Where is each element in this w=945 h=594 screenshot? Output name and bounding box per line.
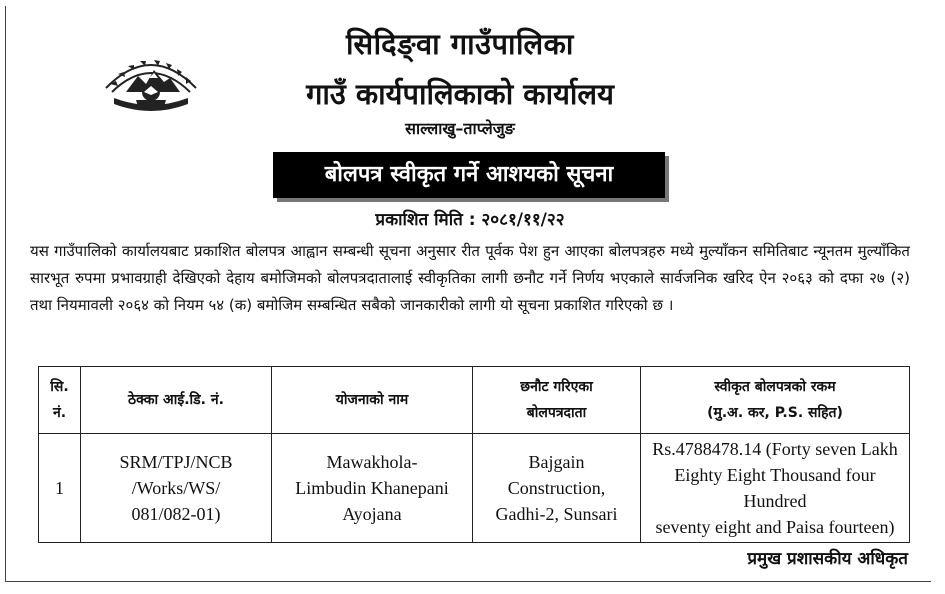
cell-bidder-line3: Gadhi-2, Sunsari <box>495 504 618 524</box>
header-amount <box>641 367 910 434</box>
header-sn-line1: सि. <box>50 379 69 395</box>
header-bidder-line2: बोलपत्रदाता <box>526 405 587 421</box>
cell-sn: 1 <box>39 434 81 543</box>
cell-amount-line3: seventy eight and Paisa fourteen) <box>655 517 895 537</box>
org-name: सिदिङ्वा गाउँपालिका <box>346 27 574 61</box>
cell-project-line1: Mawakhola- <box>326 452 418 472</box>
cell-contract-id-line2: /Works/WS/ <box>131 478 221 498</box>
header-project-name: योजनाको नाम <box>272 367 473 434</box>
cell-contract-id <box>81 434 272 543</box>
cell-bidder-line1: Bajgain <box>528 452 585 472</box>
table-row <box>39 434 910 543</box>
cell-amount-line2: Eighty Eight Thousand four Hundred <box>674 465 876 511</box>
header-sn-line2: नं. <box>52 405 67 421</box>
header-bidder <box>473 367 641 434</box>
notice-paragraph: यस गाउँपालिको कार्यालयबाट प्रकाशित बोलपत्र आह्वान सम्बन्धी सूचना अनुसार रीत पूर्वक पेश हुन आएका बोलपत्रहरु मध्ये मुल्याँकन समितिबाट न्यूनतम मुल्याँकित सारभूत रुपमा प्रभावग्राही देखिएको देहाय बमोजिमको बोलपत्रदातालाई स्वीकृतिका लागी छनौट गर्ने निर्णय भएकाले सार्वजनिक खरिद ऐन २०६३ को दफा २७ (२) तथा नियमावली २०६४ को नियम ५४ (क) बमोजिम सम्बन्धित सबैको जानकारीको लागी यो सूचना प्रकाशित गरिएको छ । <box>30 242 910 314</box>
header-contract-id: ठेक्का आई.डि. नं. <box>81 367 272 434</box>
signatory: प्रमुख प्रशासकीय अधिकृत <box>747 549 908 569</box>
office-name: गाउँ कार्यपालिकाको कार्यालय <box>306 77 614 111</box>
cell-bidder <box>473 434 641 543</box>
header-amount-line2: (मु.अ. कर, P.S. सहित) <box>707 405 843 421</box>
cell-contract-id-line1: SRM/TPJ/NCB <box>119 452 233 472</box>
location-line: साल्लाखु–ताप्लेजुङ <box>405 119 515 138</box>
cell-contract-id-line3: 081/082-01) <box>131 504 221 524</box>
cell-project-line2: Limbudin Khanepani <box>295 478 449 498</box>
cell-amount <box>641 434 910 543</box>
cell-project-name <box>272 434 473 543</box>
notice-title: बोलपत्र स्वीकृत गर्ने आशयको सूचना <box>273 152 665 198</box>
publication-date: प्रकाशित मिति : २०८१/११/२२ <box>375 210 565 230</box>
header-sn <box>39 367 81 434</box>
award-table <box>38 366 910 543</box>
cell-amount-line1: Rs.4788478.14 (Forty seven Lakh <box>652 439 898 459</box>
header-bidder-line1: छनौट गरिएका <box>520 379 593 395</box>
cell-project-line3: Ayojana <box>342 504 402 524</box>
header-amount-line1: स्वीकृत बोलपत्रको रकम <box>714 379 836 395</box>
cell-bidder-line2: Construction, <box>507 478 606 498</box>
table-header-row <box>39 367 910 434</box>
government-emblem-icon <box>96 40 206 120</box>
